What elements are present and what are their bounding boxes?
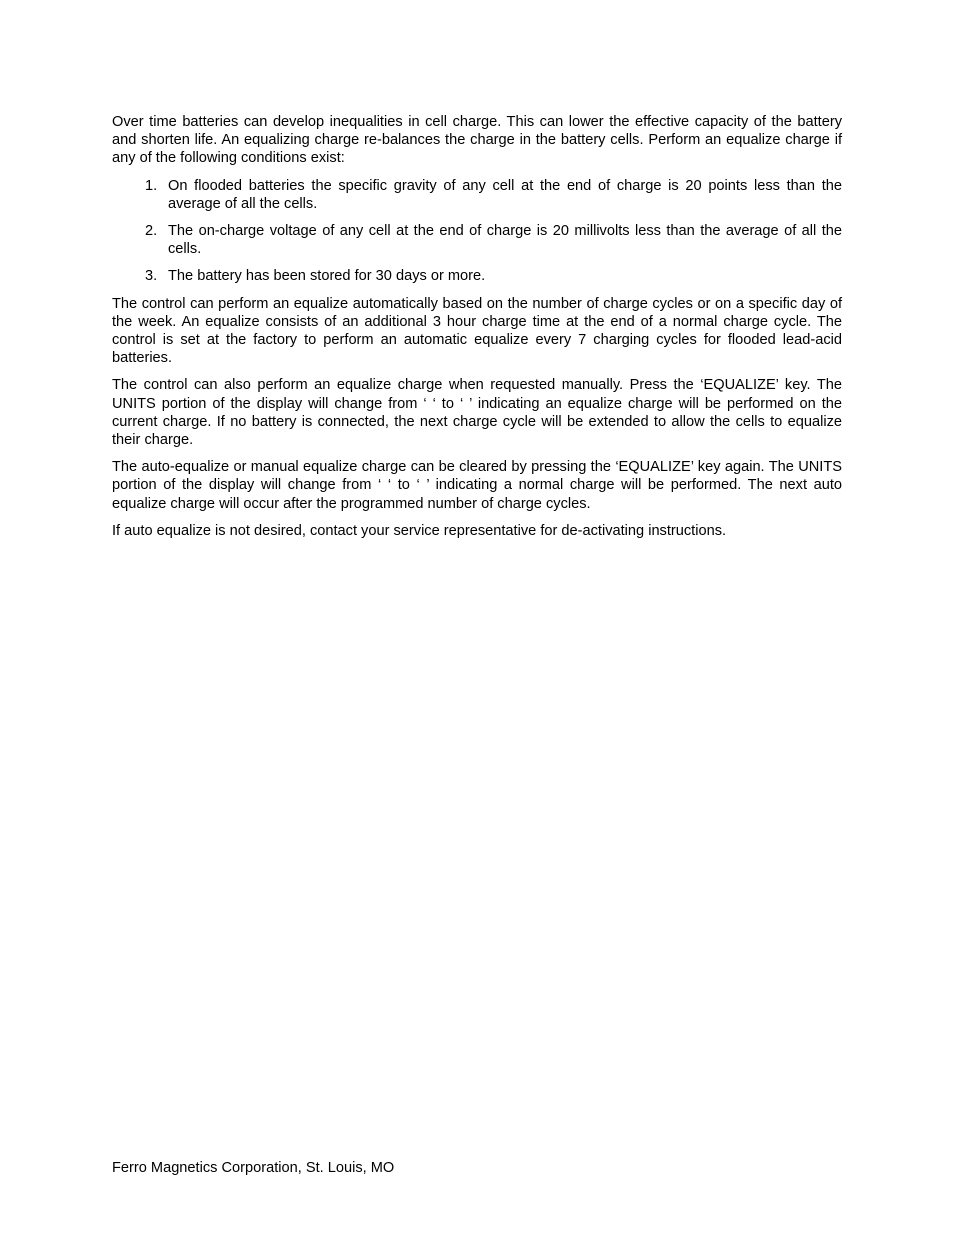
page-footer: Ferro Magnetics Corporation, St. Louis, MO — [112, 1160, 395, 1176]
deactivate-paragraph: If auto equalize is not desired, contact your service representative for de-activating instructions. — [112, 522, 727, 539]
list-item — [112, 267, 842, 285]
document-body — [112, 113, 842, 549]
clear-equalize-paragraph: The auto-equalize or manual equalize charge can be cleared by pressing the ‘EQUALIZE’ key again. The UNITS portion of the display will change from ‘ ‘ to ‘ ’ indicating a normal charge will be performed. The next auto equalize charge will occur after the programmed number of charge cycles. — [112, 459, 842, 512]
conditions-list — [112, 177, 842, 286]
list-item-number: 2. — [145, 223, 158, 240]
list-item-text: The on-charge voltage of any cell at the end of charge is 20 millivolts less than the average of all the cells. — [168, 223, 842, 258]
intro-paragraph: Over time batteries can develop inequalities in cell charge. This can lower the effective capacity of the battery and shorten life. An equalizing charge re-balances the charge in the battery cells. Perform an equalize charge if any of the following conditions exist: — [112, 114, 842, 167]
list-item-number: 3. — [145, 268, 158, 285]
list-item — [112, 177, 842, 213]
auto-equalize-paragraph: The control can perform an equalize automatically based on the number of charge cycles or on a specific day of the week. An equalize consists of an additional 3 hour charge time at the end of a normal charge cycle. The control is set at the factory to perform an automatic equalize every 7 charging cycles for flooded lead-acid batteries. — [112, 295, 842, 367]
list-item — [112, 222, 842, 258]
manual-equalize-paragraph: The control can also perform an equalize charge when requested manually. Press the ‘EQUALIZE’ key. The UNITS portion of the display will change from ‘ ‘ to ‘ ’ indicating an equalize charge will be performed on the current charge. If no battery is connected, the next charge cycle will be extended to allow the cells to equalize their charge. — [112, 377, 842, 449]
list-item-number: 1. — [145, 177, 158, 194]
list-item-text: On flooded batteries the specific gravity of any cell at the end of charge is 20 points less than the average of all the cells. — [168, 177, 842, 212]
list-item-text: The battery has been stored for 30 days or more. — [168, 268, 486, 285]
